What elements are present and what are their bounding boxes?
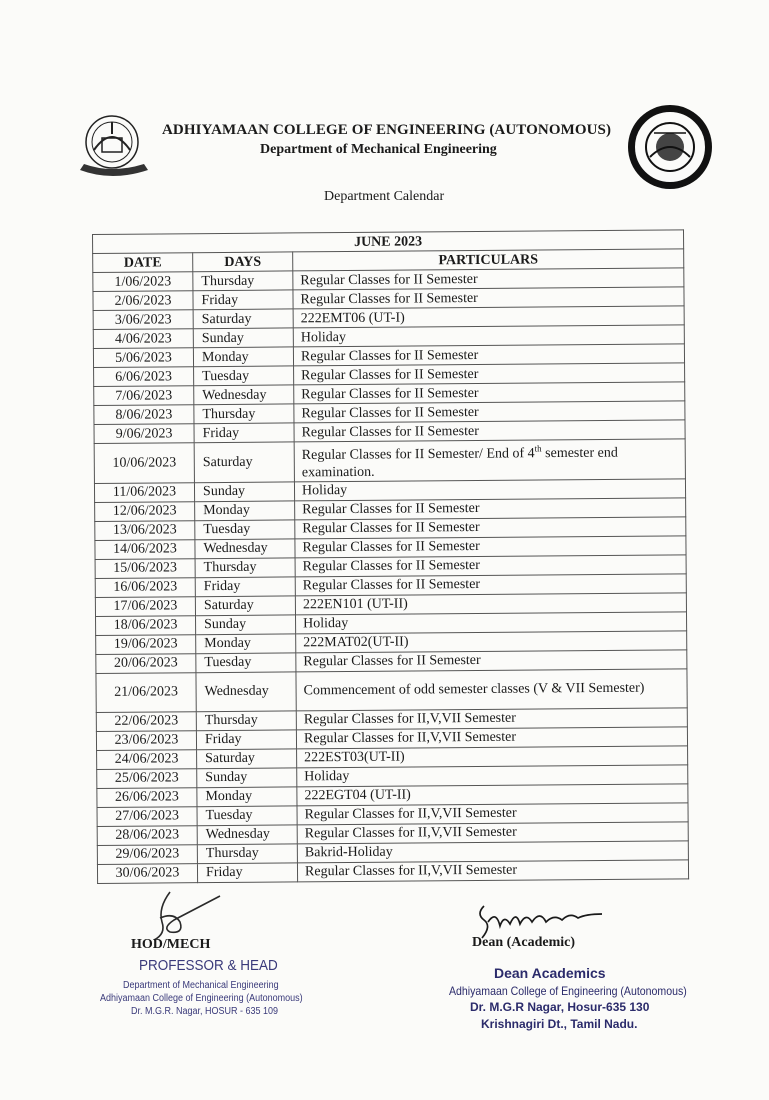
date-cell: 20/06/2023 xyxy=(96,653,196,673)
date-cell: 14/06/2023 xyxy=(95,539,195,559)
day-cell: Saturday xyxy=(194,442,294,482)
particulars-cell: Regular Classes for II Semester xyxy=(293,287,684,309)
particulars-cell: Holiday xyxy=(294,479,685,501)
day-cell: Friday xyxy=(196,730,296,750)
day-cell: Wednesday xyxy=(194,385,294,405)
day-cell: Sunday xyxy=(193,328,293,348)
hod-title: HOD/MECH xyxy=(131,937,211,952)
particulars-cell: Regular Classes for II Semester xyxy=(295,517,686,539)
date-cell: 3/06/2023 xyxy=(93,310,193,330)
date-cell: 22/06/2023 xyxy=(96,711,196,731)
particulars-cell: Regular Classes for II Semester xyxy=(294,420,685,442)
date-cell: 16/06/2023 xyxy=(95,577,195,597)
particulars-cell: Regular Classes for II Semester xyxy=(295,536,686,558)
table-row xyxy=(97,859,688,883)
dean-stamp-title: Dean Academics xyxy=(494,965,606,981)
column-header-date: DATE xyxy=(93,253,193,273)
particulars-cell: Bakrid-Holiday xyxy=(297,840,688,862)
column-header-particulars: PARTICULARS xyxy=(293,249,684,271)
hod-stamp-line: Adhiyamaan College of Engineering (Autonomous) xyxy=(100,993,303,1004)
day-cell: Saturday xyxy=(193,309,293,329)
date-cell: 13/06/2023 xyxy=(95,520,195,540)
ordinal-suffix: th xyxy=(534,443,542,454)
document-title: Department Calendar xyxy=(324,189,445,204)
hod-stamp-title: PROFESSOR & HEAD xyxy=(139,957,278,974)
date-cell: 19/06/2023 xyxy=(96,634,196,654)
date-cell: 4/06/2023 xyxy=(93,329,193,349)
particulars-cell: 222MAT02(UT-II) xyxy=(296,630,687,652)
date-cell: 30/06/2023 xyxy=(97,863,197,883)
college-seal-icon xyxy=(624,103,716,191)
hod-stamp-line: Department of Mechanical Engineering xyxy=(123,980,279,991)
date-cell: 9/06/2023 xyxy=(94,424,194,444)
date-cell: 2/06/2023 xyxy=(93,291,193,311)
day-cell: Thursday xyxy=(197,844,297,864)
day-cell: Monday xyxy=(195,501,295,521)
date-cell: 15/06/2023 xyxy=(95,558,195,578)
particulars-cell: Commencement of odd semester classes (V & VII Semester) xyxy=(296,668,687,710)
day-cell: Saturday xyxy=(197,749,297,769)
particulars-cell: 222EST03(UT-II) xyxy=(297,745,688,767)
calendar-table xyxy=(92,229,689,883)
date-cell: 8/06/2023 xyxy=(94,405,194,425)
date-cell: 7/06/2023 xyxy=(94,386,194,406)
month-title: JUNE 2023 xyxy=(93,230,684,254)
date-cell: 25/06/2023 xyxy=(97,768,197,788)
table-row xyxy=(94,439,685,483)
date-cell: 21/06/2023 xyxy=(96,672,196,712)
day-cell: Friday xyxy=(197,863,297,883)
particulars-cell: Regular Classes for II,V,VII Semester xyxy=(297,821,688,843)
particulars-cell: Regular Classes for II Semester xyxy=(295,574,686,596)
day-cell: Tuesday xyxy=(197,806,297,826)
particulars-cell: 222EMT06 (UT-I) xyxy=(293,306,684,328)
day-cell: Sunday xyxy=(195,615,295,635)
date-cell: 24/06/2023 xyxy=(97,749,197,769)
day-cell: Friday xyxy=(195,577,295,597)
date-cell: 12/06/2023 xyxy=(95,501,195,521)
date-cell: 11/06/2023 xyxy=(94,482,194,502)
day-cell: Thursday xyxy=(195,558,295,578)
date-cell: 17/06/2023 xyxy=(95,596,195,616)
day-cell: Monday xyxy=(196,634,296,654)
day-cell: Tuesday xyxy=(196,653,296,673)
particulars-cell: Regular Classes for II Semester xyxy=(295,555,686,577)
dean-stamp-line: Adhiyamaan College of Engineering (Autonomous) xyxy=(449,984,687,998)
table-row xyxy=(96,668,687,712)
particulars-text: Regular Classes for II Semester/ End of 4 xyxy=(301,446,535,464)
day-cell: Wednesday xyxy=(195,539,295,559)
day-cell: Tuesday xyxy=(194,366,294,386)
day-cell: Monday xyxy=(193,347,293,367)
day-cell: Friday xyxy=(194,423,294,443)
date-cell: 28/06/2023 xyxy=(97,825,197,845)
particulars-cell: Regular Classes for II Semester xyxy=(294,382,685,404)
particulars-cell: Regular Classes for II Semester xyxy=(295,498,686,520)
particulars-cell: Holiday xyxy=(295,611,686,633)
particulars-cell: Regular Classes for II Semester xyxy=(293,344,684,366)
day-cell: Monday xyxy=(197,787,297,807)
college-emblem-icon xyxy=(72,112,154,184)
particulars-cell: Regular Classes for II,V,VII Semester xyxy=(297,802,688,824)
day-cell: Thursday xyxy=(193,271,293,291)
day-cell: Sunday xyxy=(194,482,294,502)
day-cell: Wednesday xyxy=(197,825,297,845)
day-cell: Saturday xyxy=(195,596,295,616)
college-name: ADHIYAMAAN COLLEGE OF ENGINEERING (AUTONOMOUS) xyxy=(162,122,612,138)
day-cell: Thursday xyxy=(194,404,294,424)
date-cell: 18/06/2023 xyxy=(96,615,196,635)
day-cell: Wednesday xyxy=(196,672,296,712)
date-cell: 26/06/2023 xyxy=(97,787,197,807)
day-cell: Sunday xyxy=(197,768,297,788)
department-name: Department of Mechanical Engineering xyxy=(260,142,497,157)
particulars-cell: Regular Classes for II Semester xyxy=(293,268,684,290)
particulars-cell: 222EN101 (UT-II) xyxy=(295,592,686,614)
particulars-cell: Regular Classes for II,V,VII Semester xyxy=(296,726,687,748)
date-cell: 23/06/2023 xyxy=(96,730,196,750)
dean-stamp-line: Krishnagiri Dt., Tamil Nadu. xyxy=(481,1017,638,1031)
particulars-cell: Regular Classes for II Semester xyxy=(294,401,685,423)
date-cell: 27/06/2023 xyxy=(97,806,197,826)
particulars-text: semester end examination. xyxy=(301,445,618,481)
day-cell: Tuesday xyxy=(195,520,295,540)
dean-stamp-line: Dr. M.G.R Nagar, Hosur-635 130 xyxy=(470,1000,650,1014)
date-cell: 5/06/2023 xyxy=(93,348,193,368)
date-cell: 1/06/2023 xyxy=(93,272,193,292)
particulars-cell: Regular Classes for II,V,VII Semester xyxy=(296,707,687,729)
date-cell: 6/06/2023 xyxy=(94,367,194,387)
dean-title: Dean (Academic) xyxy=(472,935,576,950)
date-cell: 10/06/2023 xyxy=(94,443,194,483)
hod-stamp-line: Dr. M.G.R. Nagar, HOSUR - 635 109 xyxy=(131,1006,279,1017)
date-cell: 29/06/2023 xyxy=(97,844,197,864)
particulars-cell: Holiday xyxy=(297,764,688,786)
particulars-cell: Holiday xyxy=(293,325,684,347)
particulars-cell: 222EGT04 (UT-II) xyxy=(297,783,688,805)
particulars-cell: Regular Classes for II Semester xyxy=(296,649,687,671)
particulars-cell xyxy=(294,439,685,482)
day-cell: Thursday xyxy=(196,711,296,731)
column-header-days: DAYS xyxy=(193,252,293,272)
particulars-cell: Regular Classes for II,V,VII Semester xyxy=(297,859,688,881)
day-cell: Friday xyxy=(193,290,293,310)
particulars-cell: Regular Classes for II Semester xyxy=(294,363,685,385)
